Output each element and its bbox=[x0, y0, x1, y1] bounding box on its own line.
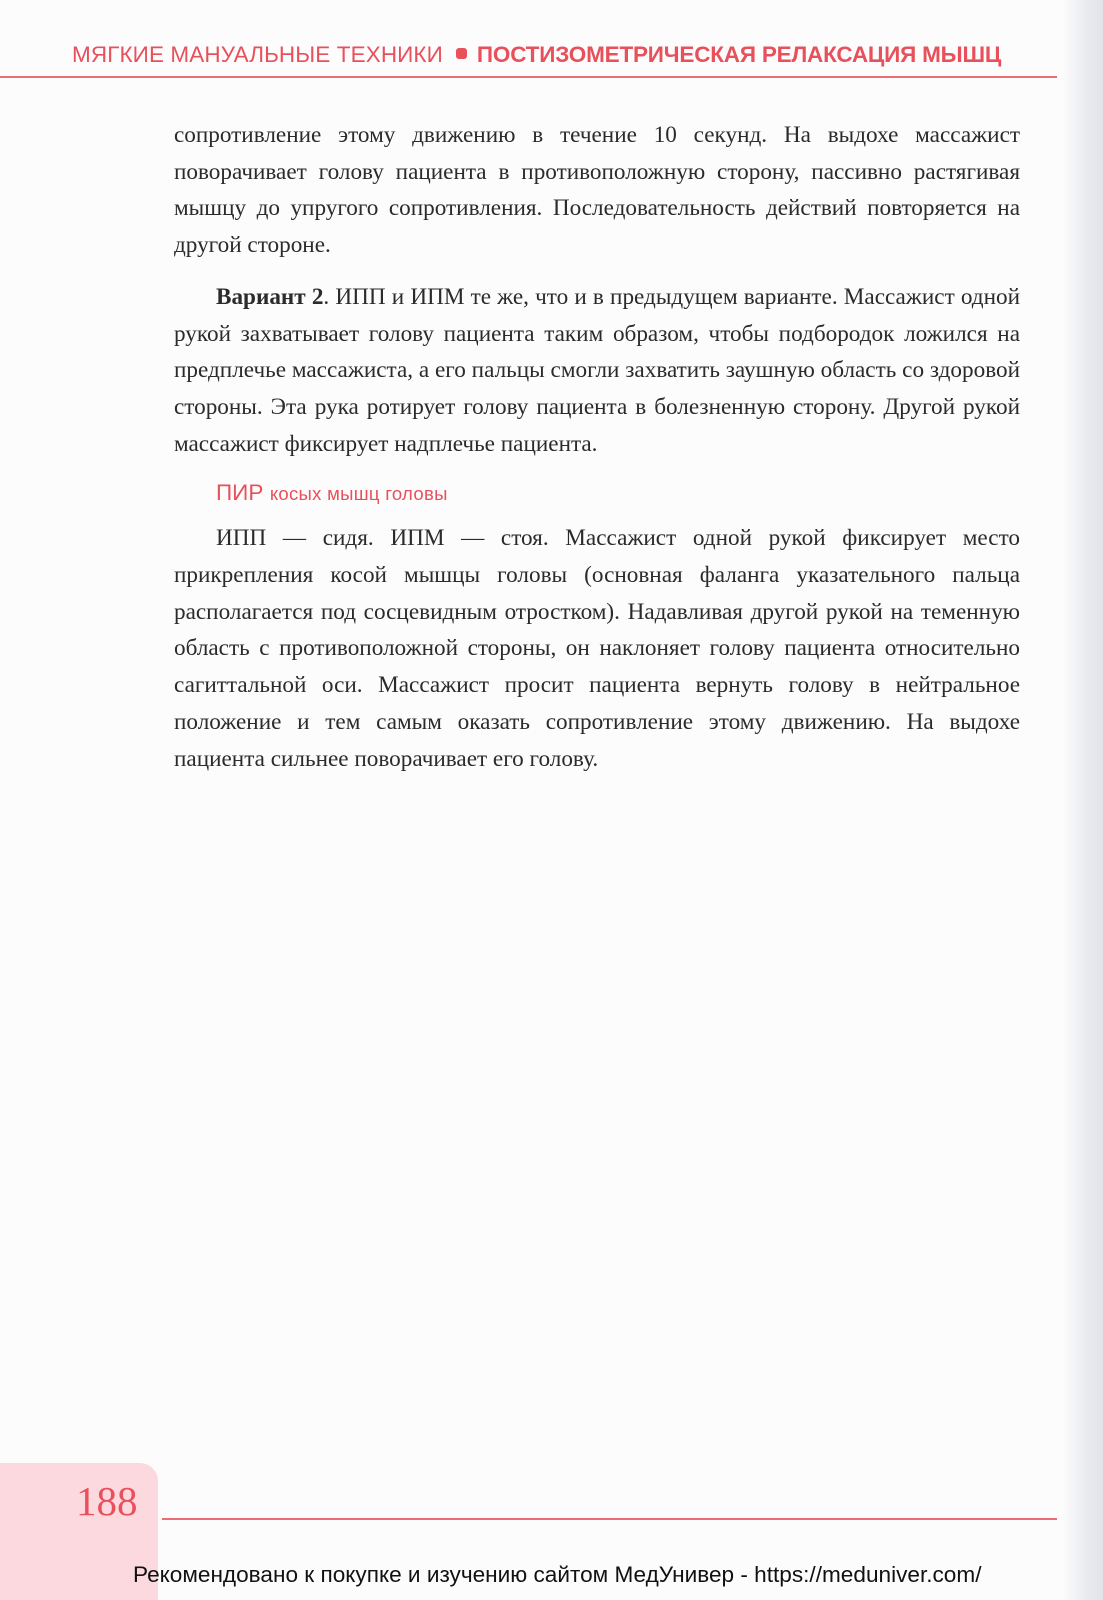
heading-abbreviation: ПИР bbox=[216, 480, 264, 506]
page-number: 188 bbox=[76, 1478, 138, 1524]
header-bullet-icon bbox=[456, 48, 467, 59]
paragraph-continuation: сопротивление этому движению в течение 10 секунд. На выдохе массажист поворачивает голову пациента в противоположную сторону, пассивно растягивая мышцу до упругого сопротивления. Последовательность действий повторяется на другой стороне. bbox=[174, 122, 1020, 259]
footer-watermark-note: Рекомендовано к покупке и изучению сайтом МедУнивер - https://meduniver.com/ bbox=[133, 1562, 982, 1587]
section-title: ПОСТИЗОМЕТРИЧЕСКАЯ РЕЛАКСАЦИЯ МЫШЦ bbox=[476, 42, 1002, 67]
header-rule bbox=[0, 76, 1057, 78]
paragraph-oblique-muscles: ИПП — сидя. ИПМ — стоя. Массажист одной рукой фиксирует место прикрепления косой мышцы головы (основная фаланга указательного пальца располагается под сосцевидным отростком). Надавливая другой рукой на теменную область с противоположной стороны, он наклоняет голову пациента относительно сагиттальной оси. Массажист просит пациента вернуть голову в нейтральное положение и тем самым оказать сопротивление этому движению. На выдохе пациента сильнее поворачивает его голову. bbox=[174, 525, 1020, 772]
footer-rule bbox=[162, 1518, 1057, 1520]
running-header bbox=[72, 42, 1062, 76]
variant-label: Вариант 2 bbox=[216, 283, 324, 310]
paragraph-variant-2 bbox=[174, 279, 1020, 463]
chapter-title: МЯГКИЕ МАНУАЛЬНЫЕ ТЕХНИКИ bbox=[72, 42, 443, 67]
page-edge-shadow bbox=[1063, 0, 1103, 1600]
section-heading bbox=[216, 476, 1020, 510]
variant-text: . ИПП и ИПМ те же, что и в предыдущем варианте. Массажист одной рукой захватывает голову пациента таким образом, чтобы подбородок ложился на предплечье массажиста, а его пальцы смогли захватить заушную область со здоровой стороны. Эта рука ротирует голову пациента в болезненную сторону. Другой рукой массажист фиксирует надплечье пациента. bbox=[174, 283, 1020, 457]
page-content bbox=[174, 117, 1020, 777]
heading-text: косых мышц головы bbox=[269, 483, 448, 505]
